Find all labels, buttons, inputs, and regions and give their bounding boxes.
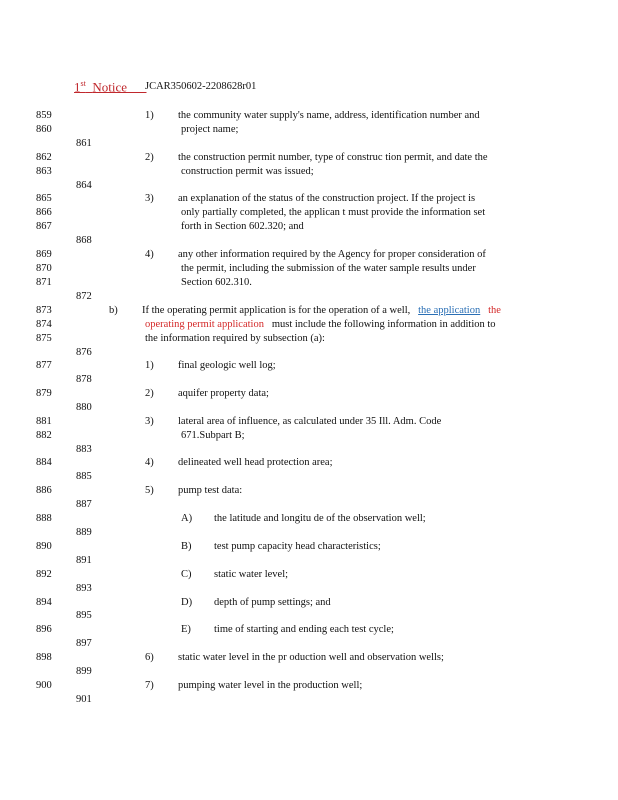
subitem-letter: A) xyxy=(181,513,193,524)
line-number: 879 xyxy=(36,388,52,399)
line-number: 899 xyxy=(76,666,92,677)
line-number: 894 xyxy=(36,597,52,608)
subitem-letter: B) xyxy=(181,541,192,552)
item-text: forth in Section 602.320; and xyxy=(181,221,304,232)
item-number: 1) xyxy=(145,360,154,371)
item-text: 671.Subpart B; xyxy=(181,430,245,441)
line-number: 889 xyxy=(76,527,92,538)
line-number: 901 xyxy=(76,694,92,705)
item-text: lateral area of influence, as calculated under 35 Ill. Adm. Code xyxy=(178,416,442,427)
subitem-text: test pump capacity head characteristics; xyxy=(214,541,381,552)
item-text: delineated well head protection area; xyxy=(178,457,333,468)
subitem-text: time of starting and ending each test cycle; xyxy=(214,624,394,635)
line-number: 868 xyxy=(76,235,92,246)
subsection-text xyxy=(142,305,501,317)
line-number: 895 xyxy=(76,610,92,621)
line-number: 885 xyxy=(76,471,92,482)
item-number: 3) xyxy=(145,416,154,427)
line-number: 863 xyxy=(36,166,52,177)
item-text: the construction permit number, type of construc tion permit, and date the xyxy=(178,152,488,163)
line-number: 887 xyxy=(76,499,92,510)
item-text: construction permit was issued; xyxy=(181,166,314,177)
item-text: pumping water level in the production well; xyxy=(178,680,363,691)
item-number: 4) xyxy=(145,457,154,468)
deleted-text: operating permit application xyxy=(145,319,264,330)
notice-word: Notice xyxy=(92,79,127,95)
line-number: 876 xyxy=(76,347,92,358)
inserted-text: the application xyxy=(418,305,481,316)
line-number: 900 xyxy=(36,680,52,691)
item-text: the permit, including the submission of the water sample results under xyxy=(181,263,476,274)
item-number: 7) xyxy=(145,680,154,691)
item-text: only partially completed, the applican t must provide the information set xyxy=(181,207,486,218)
item-number: 2) xyxy=(145,152,154,163)
line-number: 864 xyxy=(76,180,92,191)
line-number: 883 xyxy=(76,444,92,455)
item-text: an explanation of the status of the construction project. If the project is xyxy=(178,193,476,204)
line-number: 882 xyxy=(36,430,52,441)
line-number: 898 xyxy=(36,652,52,663)
subitem-letter: C) xyxy=(181,569,192,580)
subitem-letter: D) xyxy=(181,597,193,608)
item-number: 2) xyxy=(145,388,154,399)
line-number: 865 xyxy=(36,193,52,204)
line-number: 874 xyxy=(36,319,52,330)
line-number: 881 xyxy=(36,416,52,427)
line-number: 859 xyxy=(36,110,52,121)
line-number: 875 xyxy=(36,333,52,344)
line-number: 861 xyxy=(76,138,92,149)
document-code: JCAR350602-2208628r01 xyxy=(145,81,257,92)
subsection-text-part: If the operating permit application is for the operation of a well, xyxy=(142,305,411,316)
line-number: 873 xyxy=(36,305,52,316)
line-number: 877 xyxy=(36,360,52,371)
item-text: static water level in the pr oduction well and observation wells; xyxy=(178,652,444,663)
line-number: 896 xyxy=(36,624,52,635)
item-text: final geologic well log; xyxy=(178,360,276,371)
subsection-text-part: must include the following information in addition to xyxy=(271,319,496,330)
item-text: project name; xyxy=(181,124,239,135)
line-number: 890 xyxy=(36,541,52,552)
line-number: 878 xyxy=(76,374,92,385)
line-number: 869 xyxy=(36,249,52,260)
line-number: 892 xyxy=(36,569,52,580)
line-number: 897 xyxy=(76,638,92,649)
subsection-letter: b) xyxy=(109,305,118,316)
subitem-letter: E) xyxy=(181,624,191,635)
line-number: 860 xyxy=(36,124,52,135)
subsection-text xyxy=(145,319,496,331)
item-number: 3) xyxy=(145,193,154,204)
item-number: 5) xyxy=(145,485,154,496)
item-text: aquifer property data; xyxy=(178,388,269,399)
subsection-text: the information required by subsection (a): xyxy=(145,333,325,344)
notice-label xyxy=(74,78,147,93)
item-number: 4) xyxy=(145,249,154,260)
item-text: any other information required by the Agency for proper consideration of xyxy=(178,249,486,260)
subitem-text: static water level; xyxy=(214,569,289,580)
line-number: 862 xyxy=(36,152,52,163)
subitem-text: depth of pump settings; and xyxy=(214,597,331,608)
line-number: 893 xyxy=(76,583,92,594)
deleted-text: the xyxy=(488,305,501,316)
line-number: 880 xyxy=(76,402,92,413)
item-text: pump test data: xyxy=(178,485,243,496)
line-number: 891 xyxy=(76,555,92,566)
line-number: 866 xyxy=(36,207,52,218)
line-number: 884 xyxy=(36,457,52,468)
line-number: 872 xyxy=(76,291,92,302)
line-number: 871 xyxy=(36,277,52,288)
notice-ordinal: st xyxy=(80,79,86,88)
line-number: 870 xyxy=(36,263,52,274)
item-text: Section 602.310. xyxy=(181,277,252,288)
item-text: the community water supply's name, address, identification number and xyxy=(178,110,480,121)
item-number: 1) xyxy=(145,110,154,121)
item-number: 6) xyxy=(145,652,154,663)
notice-number: 1 xyxy=(74,79,81,95)
line-number: 888 xyxy=(36,513,52,524)
line-number: 886 xyxy=(36,485,52,496)
subitem-text: the latitude and longitu de of the observation well; xyxy=(214,513,426,524)
line-number: 867 xyxy=(36,221,52,232)
